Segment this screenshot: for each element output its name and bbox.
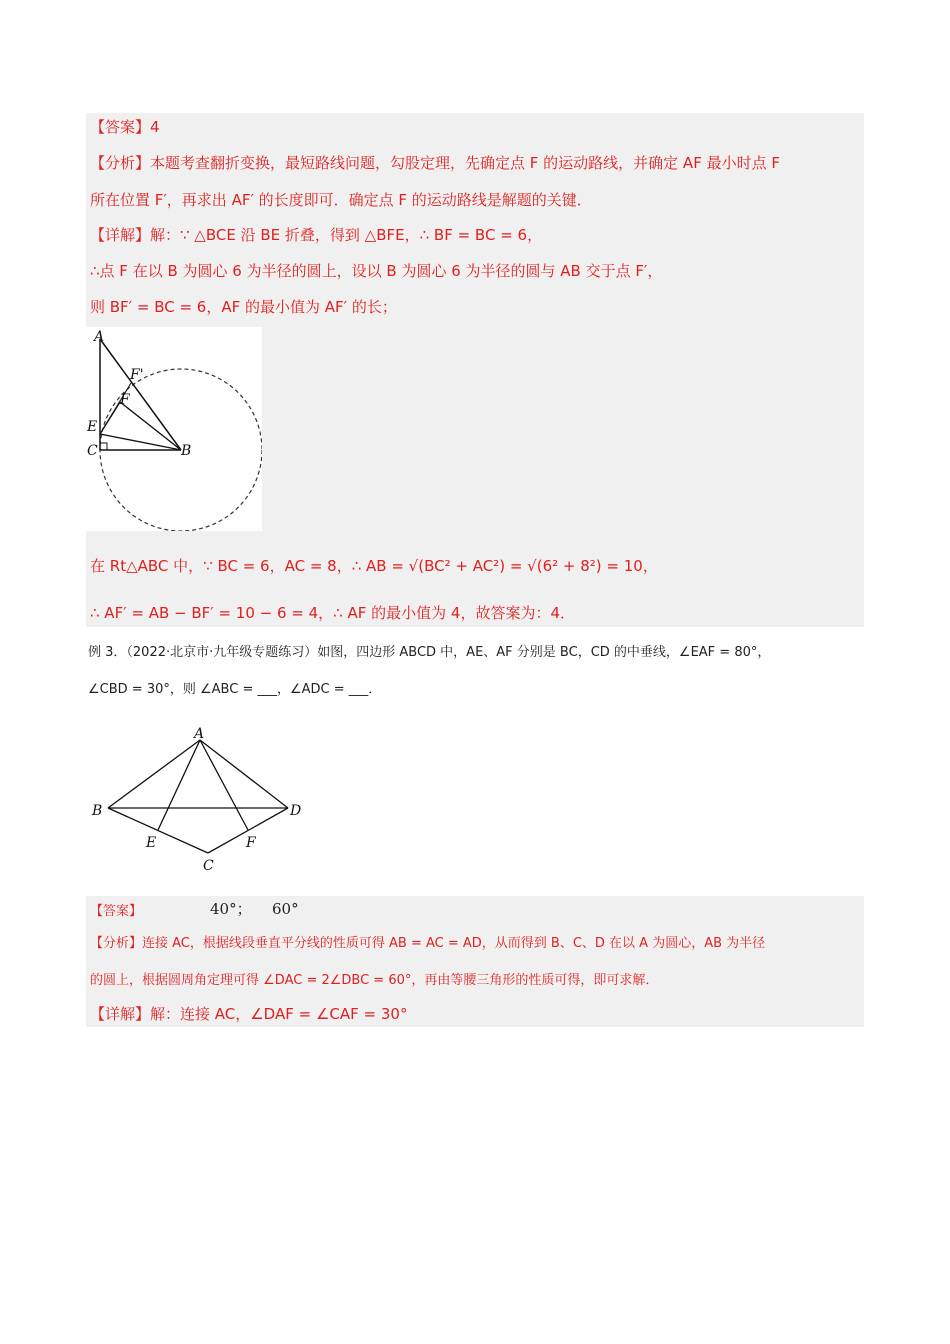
example-3-line-2: ∠CBD = 30°，则 ∠ABC = ___，∠ADC = ___． (88, 682, 382, 697)
solution-block-1 (86, 113, 864, 627)
detail-line-3: 则 BF′ = BC = 6，AF 的最小值为 AF′ 的长； (90, 298, 397, 316)
figure-quadrilateral (88, 722, 318, 874)
figure-fold-circle (86, 327, 262, 531)
answer-label: 【答案】 (90, 904, 143, 919)
segment-ad (200, 740, 288, 808)
detail-line-5: ∴ AF′ = AB − BF′ = 10 − 6 = 4，∴ AF 的最小值为 4，故答案为：4． (90, 604, 576, 622)
analysis-line-1: 【分析】本题考查翻折变换，最短路线问题，勾股定理，先确定点 F 的运动路线，并确定 AF 最小时点 F (90, 154, 780, 172)
analysis-line-2: 所在位置 F′，再求出 AF′ 的长度即可．确定点 F 的运动路线是解题的关键． (90, 191, 592, 209)
detail-line-1: 【详解】解：∵ △BCE 沿 BE 折叠，得到 △BFE，∴ BF = BC = 6， (90, 226, 543, 244)
label-f: F (120, 392, 130, 408)
segment-ab (100, 339, 181, 450)
label-b: B (181, 443, 192, 459)
segment-eb (100, 434, 181, 450)
label-b: B (92, 803, 103, 819)
segment-ef-prime (100, 383, 131, 434)
figure-quadrilateral-svg (88, 722, 318, 874)
label-e: E (87, 419, 98, 435)
analysis-line-2: 的圆上，根据圆周角定理可得 ∠DAC = 2∠DBC = 60°，再由等腰三角形的性质可得，即可求解． (90, 973, 659, 988)
label-f: F (246, 835, 256, 851)
label-a: A (194, 726, 205, 742)
label-f-prime: F' (130, 367, 144, 383)
example-3-line-1: 例 3．（2022·北京市·九年级专题练习）如图，四边形 ABCD 中，AE、AF 分别是 BC，CD 的中垂线，∠EAF = 80°， (88, 645, 771, 660)
answer-value-2: 60° (272, 900, 299, 918)
answer-line: 【答案】4 (90, 118, 160, 136)
label-e: E (146, 835, 157, 851)
segment-ae (158, 740, 200, 830)
solution-block-2 (86, 896, 864, 1027)
detail-line-2: ∴点 F 在以 B 为圆心 6 为半径的圆上，设以 B 为圆心 6 为半径的圆与 AB 交于点 F′， (90, 262, 663, 280)
label-c: C (87, 443, 98, 459)
segment-af (200, 740, 248, 830)
detail-line-4: 在 Rt△ABC 中，∵ BC = 6，AC = 8，∴ AB = √(BC² + AC²) = √(6² + 8²) = 10， (90, 557, 658, 575)
answer-value-1: 40°； (210, 900, 252, 918)
analysis-line-1: 【分析】连接 AC，根据线段垂直平分线的性质可得 AB = AC = AD，从而得到 B、C、D 在以 A 为圆心，AB 为半径 (90, 936, 766, 951)
label-a: A (94, 329, 105, 345)
right-angle-mark (100, 443, 107, 450)
detail-line-1: 【详解】解：连接 AC，∠DAF = ∠CAF = 30° (90, 1005, 408, 1023)
figure-fold-circle-svg (86, 327, 262, 531)
label-d: D (290, 803, 302, 819)
segment-bc (108, 808, 208, 853)
label-c: C (203, 858, 214, 874)
segment-ba (108, 740, 200, 808)
